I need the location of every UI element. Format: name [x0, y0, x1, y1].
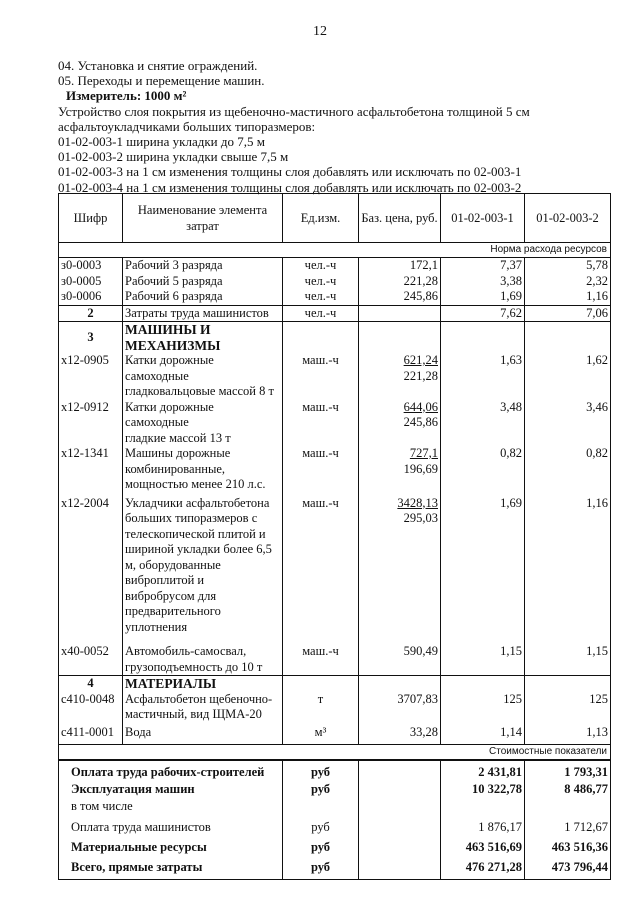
- cell-price: [359, 676, 441, 692]
- intro-block: [58, 58, 618, 195]
- cell-col2: [525, 676, 611, 692]
- total-unit: руб: [283, 816, 359, 837]
- cell-col1: 1,63: [441, 353, 525, 400]
- price-sub: 221,28: [403, 368, 438, 383]
- total-row: [59, 816, 611, 837]
- cell-col2: 2,32: [525, 274, 611, 290]
- cell-col1: 1,69: [441, 493, 525, 636]
- table-row: [59, 692, 611, 723]
- total-col1: 476 271,28: [441, 857, 525, 880]
- cell-name: Вода: [123, 723, 283, 745]
- cell-price: [359, 446, 441, 493]
- cell-col1: 1,69: [441, 289, 525, 305]
- name-line: мастичный, вид ЩМА-20: [125, 707, 262, 721]
- cell-col2: 0,82: [525, 446, 611, 493]
- total-price: [359, 816, 441, 837]
- total-price: [359, 782, 441, 799]
- cell-price: 590,49: [359, 635, 441, 676]
- total-unit: руб: [283, 857, 359, 880]
- total-unit: руб: [283, 760, 359, 782]
- name-line: м, оборудованные: [125, 557, 221, 572]
- cell-price: 33,28: [359, 723, 441, 745]
- name-line: комбинированные,: [125, 461, 226, 476]
- header-col2: 01-02-003-2: [525, 194, 611, 243]
- cell-unit: маш.-ч: [283, 353, 359, 400]
- cell-code: с410-0048: [59, 692, 123, 723]
- cell-col1: 7,62: [441, 305, 525, 322]
- table-row: [59, 353, 611, 400]
- total-unit: руб: [283, 782, 359, 799]
- section-3-heading: [59, 322, 611, 354]
- cell-name: [123, 446, 283, 493]
- cell-price: 172,1: [359, 258, 441, 274]
- name-line: Катки дорожные самоходные: [125, 353, 214, 383]
- section-number: 4: [59, 676, 123, 692]
- cell-price: 245,86: [359, 289, 441, 305]
- cell-code: х12-1341: [59, 446, 123, 493]
- cell-col2: 1,16: [525, 289, 611, 305]
- cell-name: [123, 493, 283, 636]
- table-row: [59, 635, 611, 676]
- name-line: Укладчики асфальтобетона: [125, 495, 270, 510]
- cell-price: 221,28: [359, 274, 441, 290]
- cell-col2: 3,46: [525, 400, 611, 447]
- page-number: 12: [313, 24, 327, 39]
- cell-code: з0-0005: [59, 274, 123, 290]
- cell-col1: 3,38: [441, 274, 525, 290]
- total-price: [359, 837, 441, 857]
- cell-unit: маш.-ч: [283, 493, 359, 636]
- name-line: шириной укладки более 6,5: [125, 542, 272, 556]
- total-col2: 463 516,36: [525, 837, 611, 857]
- price-sub: 245,86: [403, 415, 438, 429]
- cell-col2: 7,06: [525, 305, 611, 322]
- price-sub: 196,69: [403, 461, 438, 476]
- name-line: виброплитой и: [125, 573, 205, 587]
- header-price: Баз. цена, руб.: [359, 194, 441, 243]
- name-line: предварительного: [125, 604, 221, 618]
- band-cost-row: [59, 745, 611, 761]
- cell-col2: 125: [525, 692, 611, 723]
- section-title-line: МЕХАНИЗМЫ: [125, 337, 221, 353]
- total-price: [359, 799, 441, 816]
- cell-col2: 1,13: [525, 723, 611, 745]
- cell-code: з0-0006: [59, 289, 123, 305]
- section-number: 3: [59, 322, 123, 354]
- variant-3: 01-02-003-3 на 1 см изменения толщины слоя добавлять или исключать по 02-003-1: [58, 164, 522, 180]
- cell-price: [359, 353, 441, 400]
- cell-name: [123, 692, 283, 723]
- price-main: 621,24: [403, 353, 438, 367]
- cell-unit: [283, 676, 359, 692]
- total-label: в том числе: [59, 799, 283, 816]
- cell-unit: маш.-ч: [283, 446, 359, 493]
- table-row: [59, 446, 611, 493]
- description-line-1: Устройство слоя покрытия из щебеночно-мастичного асфальтобетона толщиной 5 см: [58, 103, 530, 119]
- name-line: Автомобиль-самосвал,: [125, 644, 247, 658]
- cell-unit: чел.-ч: [283, 305, 359, 322]
- cell-col1: 0,82: [441, 446, 525, 493]
- total-label: Материальные ресурсы: [59, 837, 283, 857]
- table-row: [59, 400, 611, 447]
- header-col1: 01-02-003-1: [441, 194, 525, 243]
- total-col1: 1 876,17: [441, 816, 525, 837]
- section-title-line: МАШИНЫ И: [125, 322, 211, 337]
- total-col2: 8 486,77: [525, 782, 611, 799]
- work-item-1: 04. Установка и снятие ограждений.: [58, 58, 258, 73]
- table-row: [59, 289, 611, 305]
- total-unit: [283, 799, 359, 816]
- cell-code: х12-0905: [59, 353, 123, 400]
- cell-unit: чел.-ч: [283, 274, 359, 290]
- band-norms-row: [59, 243, 611, 258]
- cell-price: [359, 322, 441, 354]
- total-label: Оплата труда машинистов: [59, 816, 283, 837]
- name-line: уплотнения: [125, 619, 188, 634]
- cell-name: Затраты труда машинистов: [123, 305, 283, 322]
- total-row: [59, 857, 611, 880]
- cell-unit: м³: [283, 723, 359, 745]
- cell-col1: [441, 322, 525, 354]
- total-row: [59, 782, 611, 799]
- cell-price: [359, 493, 441, 636]
- total-price: [359, 760, 441, 782]
- cell-col1: 3,48: [441, 400, 525, 447]
- name-line: грузоподъемность до 10 т: [125, 659, 263, 674]
- total-label: Эксплуатация машин: [59, 782, 283, 799]
- name-line: гладкие массой 13 т: [125, 430, 231, 445]
- header-row: [59, 194, 611, 243]
- cell-name: Рабочий 3 разряда: [123, 258, 283, 274]
- section-2-row: [59, 305, 611, 322]
- price-main: 727,1: [409, 446, 438, 460]
- header-code: Шифр: [59, 194, 123, 243]
- cell-col1: 1,14: [441, 723, 525, 745]
- cell-name: [123, 353, 283, 400]
- name-line: гладковальцовые массой 8 т: [125, 384, 274, 398]
- cell-col2: [525, 322, 611, 354]
- cell-price: [359, 400, 441, 447]
- price-sub: 295,03: [403, 511, 438, 525]
- cell-name: Рабочий 6 разряда: [123, 289, 283, 305]
- estimate-table: [58, 193, 611, 880]
- cell-code: с411-0001: [59, 723, 123, 745]
- band-cost: Стоимостные показатели: [59, 745, 611, 761]
- name-line: Катки дорожные самоходные: [125, 399, 214, 429]
- cell-col1: 7,37: [441, 258, 525, 274]
- total-col1: [441, 799, 525, 816]
- total-row: [59, 760, 611, 782]
- cell-name: [123, 400, 283, 447]
- table-row: [59, 274, 611, 290]
- name-line: мощностью менее 210 л.с.: [125, 477, 266, 491]
- variant-1: 01-02-003-1 ширина укладки до 7,5 м: [58, 134, 265, 150]
- cell-unit: маш.-ч: [283, 400, 359, 447]
- cell-name: [123, 635, 283, 676]
- cell-col2: 1,62: [525, 353, 611, 400]
- total-row: [59, 799, 611, 816]
- total-col2: 473 796,44: [525, 857, 611, 880]
- total-label: Всего, прямые затраты: [59, 857, 283, 880]
- cell-code: х12-0912: [59, 400, 123, 447]
- total-col1: 463 516,69: [441, 837, 525, 857]
- cell-col1: [441, 676, 525, 692]
- cell-code: з0-0003: [59, 258, 123, 274]
- section-title: [123, 322, 283, 354]
- cell-name: Рабочий 5 разряда: [123, 274, 283, 290]
- band-norms: Норма расхода ресурсов: [59, 243, 611, 258]
- price-main: 3428,13: [397, 495, 438, 510]
- name-line: больших типоразмеров с: [125, 511, 258, 525]
- cell-col1: 1,15: [441, 635, 525, 676]
- cell-unit: маш.-ч: [283, 635, 359, 676]
- total-unit: руб: [283, 837, 359, 857]
- table-row: [59, 258, 611, 274]
- total-label: Оплата труда рабочих-строителей: [59, 760, 283, 782]
- total-col2: 1 793,31: [525, 760, 611, 782]
- table-row: [59, 723, 611, 745]
- total-col2: 1 712,67: [525, 816, 611, 837]
- name-line: Машины дорожные: [125, 446, 231, 460]
- cell-col2: 5,78: [525, 258, 611, 274]
- total-price: [359, 857, 441, 880]
- section-number: 2: [59, 305, 123, 322]
- total-col1: 2 431,81: [441, 760, 525, 782]
- description-line-2: асфальтоукладчиками больших типоразмеров:: [58, 118, 316, 134]
- header-unit: Ед.изм.: [283, 194, 359, 243]
- name-line: вибробрусом для: [125, 588, 217, 603]
- variant-4: 01-02-003-4 на 1 см изменения толщины слоя добавлять или исключать по 02-003-2: [58, 179, 522, 195]
- total-col2: [525, 799, 611, 816]
- cell-unit: [283, 322, 359, 354]
- table-row: [59, 493, 611, 636]
- section-title: МАТЕРИАЛЫ: [123, 676, 283, 692]
- cell-price: [359, 305, 441, 322]
- name-line: Асфальтобетон щебеночно-: [125, 691, 273, 706]
- cell-price: 3707,83: [359, 692, 441, 723]
- cell-col1: 125: [441, 692, 525, 723]
- cell-unit: чел.-ч: [283, 289, 359, 305]
- cell-unit: чел.-ч: [283, 258, 359, 274]
- cell-code: х40-0052: [59, 635, 123, 676]
- cell-col2: 1,16: [525, 493, 611, 636]
- total-col1: 10 322,78: [441, 782, 525, 799]
- cell-code: х12-2004: [59, 493, 123, 636]
- cell-unit: т: [283, 692, 359, 723]
- meter-label: Измеритель: 1000 м²: [66, 88, 187, 104]
- price-main: 644,06: [403, 399, 438, 414]
- name-line: телескопической плитой и: [125, 526, 266, 541]
- total-row: [59, 837, 611, 857]
- work-item-2: 05. Переходы и перемещение машин.: [58, 73, 265, 89]
- cell-col2: 1,15: [525, 635, 611, 676]
- header-name: Наименование элемента затрат: [123, 194, 283, 243]
- variant-2: 01-02-003-2 ширина укладки свыше 7,5 м: [58, 149, 289, 165]
- section-4-heading: [59, 676, 611, 692]
